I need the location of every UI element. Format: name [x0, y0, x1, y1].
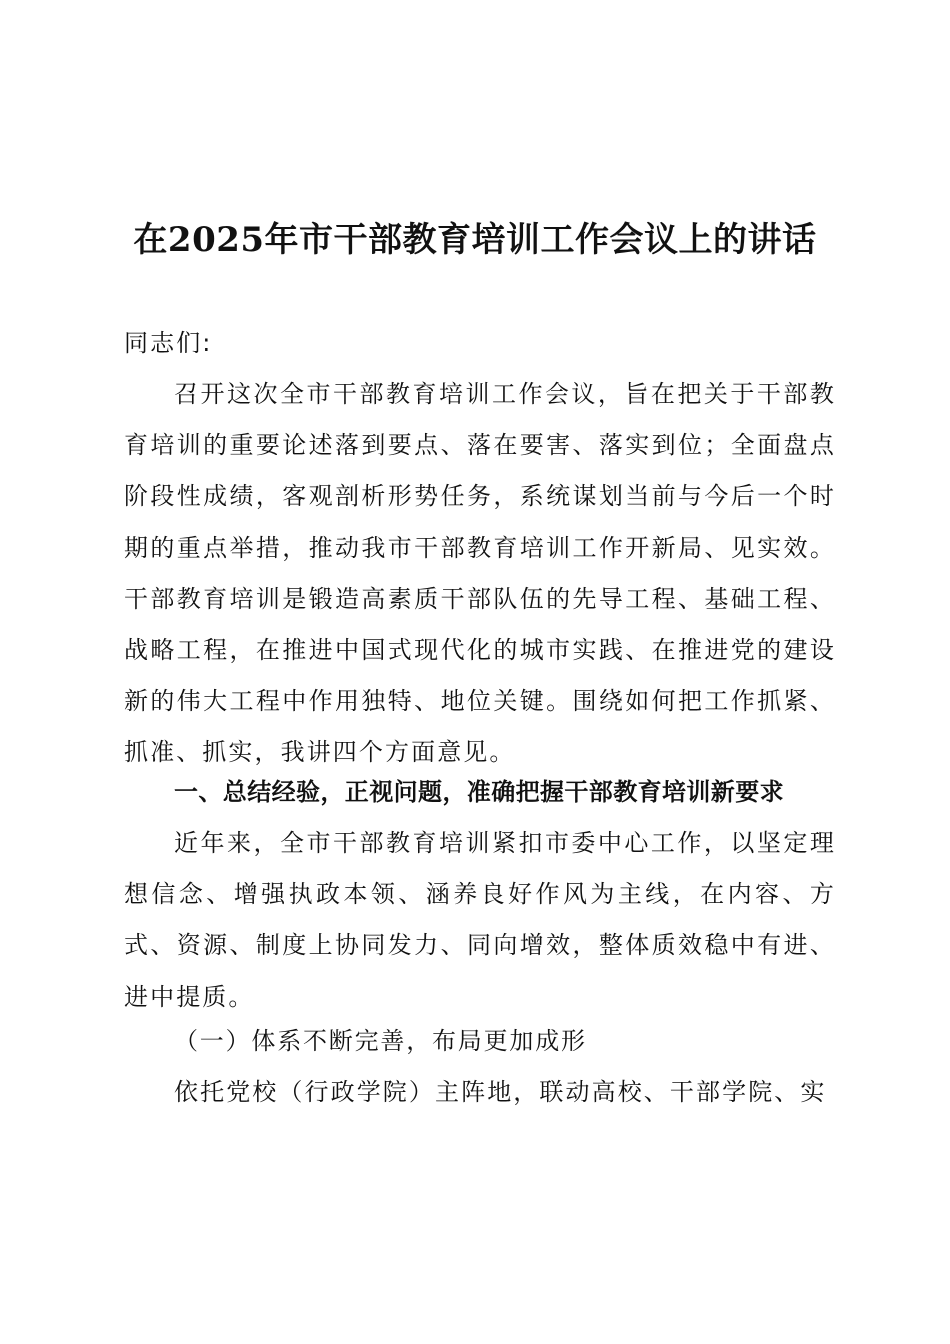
paragraph-opening: 召开这次全市干部教育培训工作会议，旨在把关于干部教育培训的重要论述落到要点、落在要害、落实到位；全面盘点阶段性成绩，客观剖析形势任务，系统谋划当前与今后一个时期的重点举措，推动我市干部教育培训工作开新局、见实效。干部教育培训是锻造高素质干部队伍的先导工程、基础工程、战略工程，在推进中国式现代化的城市实践、在推进党的建设新的伟大工程中作用独特、地位关键。围绕如何把工作抓紧、抓准、抓实，我讲四个方面意见。	[124, 380, 836, 767]
paragraph-section-1-intro: 近年来，全市干部教育培训紧扣市委中心工作，以坚定理想信念、增强执政本领、涵养良好作风为主线，在内容、方式、资源、制度上协同发力、同向增效，整体质效稳中有进、进中提质。	[124, 829, 836, 1011]
document-title: 在2025年市干部教育培训工作会议上的讲话	[133, 220, 817, 260]
subsection-heading-1: （一）体系不断完善，布局更加成形	[174, 1027, 587, 1055]
paragraph-subsection-1: 依托党校（行政学院）主阵地，联动高校、干部学院、实	[174, 1078, 827, 1106]
salutation: 同志们:	[124, 329, 213, 357]
section-heading-1: 一、总结经验，正视问题，准确把握干部教育培训新要求	[174, 778, 784, 806]
